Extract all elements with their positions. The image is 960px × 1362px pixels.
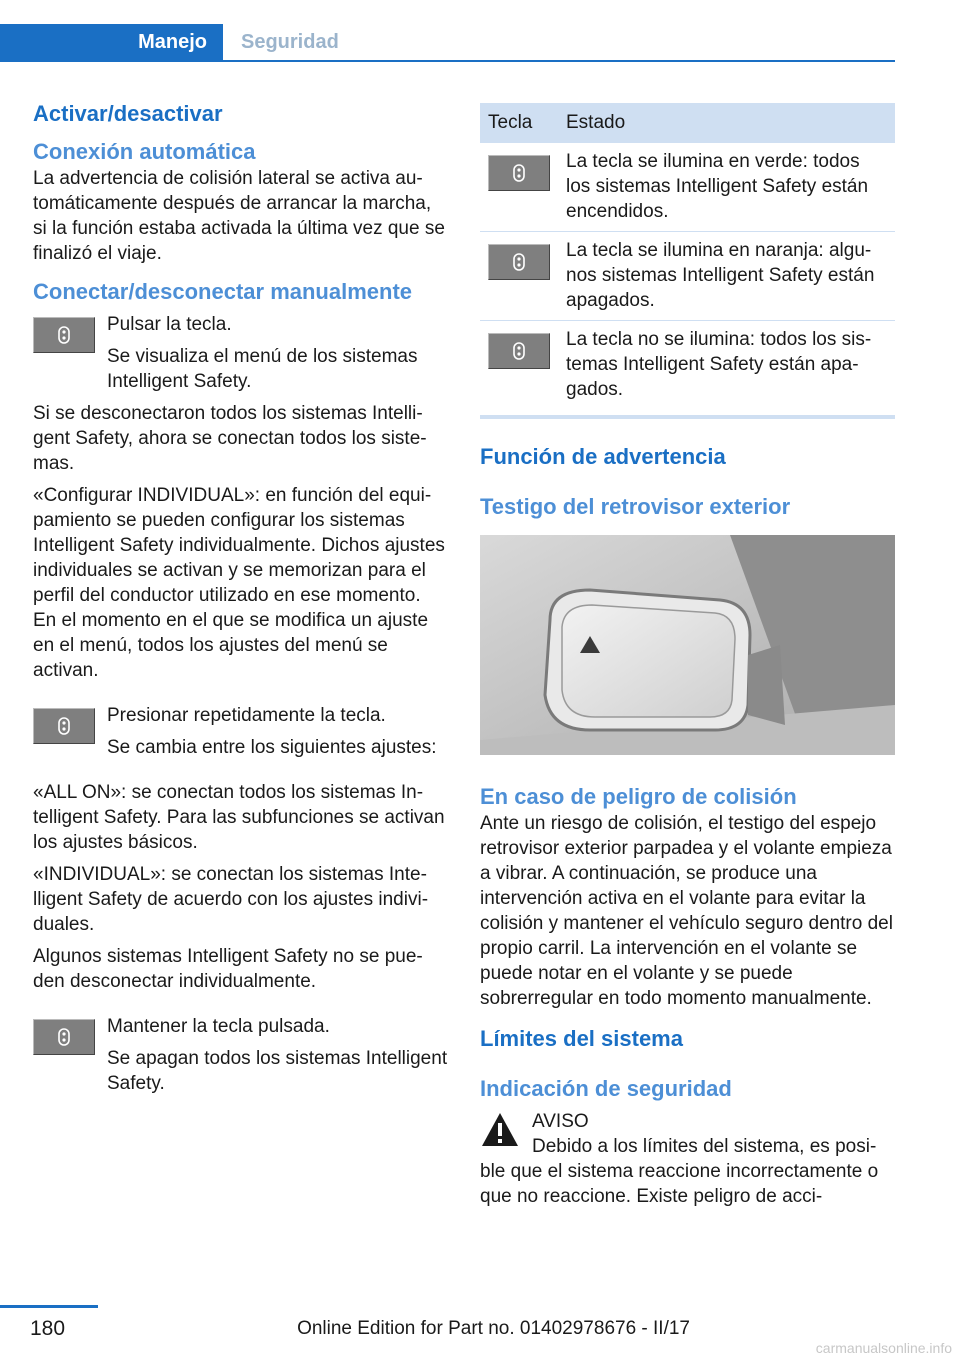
- tab-manejo[interactable]: Manejo: [0, 24, 223, 61]
- safety-key-button: [33, 317, 95, 353]
- footer-rule: [0, 1305, 98, 1308]
- intelligent-safety-key-icon: [510, 164, 528, 182]
- key3-line2: Se apagan todos los sistemas Intelligent Safety.: [107, 1048, 448, 1094]
- intelligent-safety-key-icon: [55, 1028, 73, 1046]
- safety-key-button: [33, 708, 95, 744]
- heading-testigo: Testigo del retrovisor exterior: [480, 494, 791, 519]
- tab-seguridad[interactable]: Seguridad: [241, 31, 339, 53]
- paragraph-peligro: Ante un riesgo de colisión, el testigo del espejo retrovisor exterior parpadea y el volante empieza a vibrar. A continuación, se produce una intervención activa en el volante para evitar la colisión y mantener el vehículo seguro dentro del propio carril. La intervención en el volante se puede notar en el volante y se puede sobrerregular en todo momento manualmente.: [480, 813, 893, 1009]
- safety-key-button: [488, 333, 550, 369]
- key3-line1: Mantener la tecla pulsada.: [107, 1016, 330, 1037]
- safety-key-button: [33, 1019, 95, 1055]
- side-mirror-illustration: [480, 535, 895, 755]
- heading-funcion-advertencia: Función de advertencia: [480, 444, 726, 469]
- key1-line2: Se visualiza el menú de los sistemas Intelligent Safety.: [107, 346, 418, 392]
- key-instruction-1: [33, 312, 448, 394]
- intelligent-safety-key-icon: [55, 717, 73, 735]
- table-row: [480, 143, 895, 232]
- heading-indicacion: Indicación de seguridad: [480, 1076, 732, 1101]
- key2-line2: Se cambia entre los siguientes ajustes:: [107, 737, 437, 758]
- table-cell-state: La tecla se ilumina en naranja: algunos sistemas Intelligent Safety están apagados.: [558, 232, 895, 321]
- paragraph-algunos: Algunos sistemas Intelligent Safety no se pueden desconectar individualmente.: [33, 946, 423, 992]
- key-state-table: [480, 103, 895, 409]
- warning-text: Debido a los límites del sistema, es posible que el sistema reaccione incorrectamente o que no reaccione. Existe peligro de acci-: [480, 1136, 879, 1207]
- paragraph-sistemas: Si se desconectaron todos los sistemas Intelligent Safety, ahora se conectan todos los sistemas.: [33, 403, 427, 474]
- paragraph-individual: «INDIVIDUAL»: se conectan los sistemas Intelligent Safety de acuerdo con los ajustes individuales.: [33, 864, 429, 935]
- heading-peligro-colision: En caso de peligro de colisión: [480, 784, 797, 809]
- warning-label: AVISO: [532, 1111, 589, 1132]
- intelligent-safety-key-icon: [55, 326, 73, 344]
- table-header-key: Tecla: [480, 103, 558, 143]
- key-instruction-2: [33, 703, 448, 773]
- warning-notice: [480, 1109, 895, 1159]
- page-number: 180: [30, 1317, 66, 1340]
- safety-key-button: [488, 244, 550, 280]
- table-row: [480, 232, 895, 321]
- key1-line1: Pulsar la tecla.: [107, 314, 232, 335]
- table-row: [480, 321, 895, 410]
- warning-triangle-icon: [480, 1111, 520, 1149]
- paragraph-configurar: «Configurar INDIVIDUAL»: en función del equipamiento se pueden configurar los sistemas Intelligent Safety individualmente. Dichos ajustes individuales se activan y se memorizan para el perfil del conductor utilizado en ese momento. En el momento en el que se modifica un ajuste en el menú, todos los ajustes del menú se activan.: [33, 485, 445, 681]
- key-instruction-3: [33, 1014, 448, 1096]
- paragraph-all-on: «ALL ON»: se conectan todos los sistemas Intelligent Safety. Para las subfunciones se activan los ajustes básicos.: [33, 782, 445, 853]
- intelligent-safety-key-icon: [510, 253, 528, 271]
- key2-line1: Presionar repetidamente la tecla.: [107, 705, 386, 726]
- left-column: [33, 100, 448, 1096]
- intelligent-safety-key-icon: [510, 342, 528, 360]
- safety-key-button: [488, 155, 550, 191]
- heading-activar: Activar/desactivar: [33, 101, 223, 126]
- table-header-state: Estado: [558, 103, 895, 143]
- heading-manual: Conectar/desconectar manualmente: [33, 279, 413, 304]
- table-end-rule: [480, 415, 895, 419]
- heading-limites: Límites del sistema: [480, 1026, 683, 1051]
- heading-conexion-automatica: Conexión automática: [33, 139, 256, 164]
- chapter-tabs: [0, 24, 895, 62]
- edition-info: Online Edition for Part no. 01402978676 - II/17: [297, 1318, 690, 1339]
- table-cell-state: La tecla no se ilumina: todos los sistemas Intelligent Safety están apagados.: [566, 329, 872, 400]
- watermark: carmanualsonline.info: [815, 1340, 952, 1356]
- right-column: [480, 103, 895, 1209]
- paragraph-auto: La advertencia de colisión lateral se activa automáticamente después de arrancar la marcha, si la función estaba activada la última vez que se finalizó el viaje.: [33, 168, 445, 264]
- table-cell-state: La tecla se ilumina en verde: todos los sistemas Intelligent Safety están encendidos.: [558, 143, 895, 232]
